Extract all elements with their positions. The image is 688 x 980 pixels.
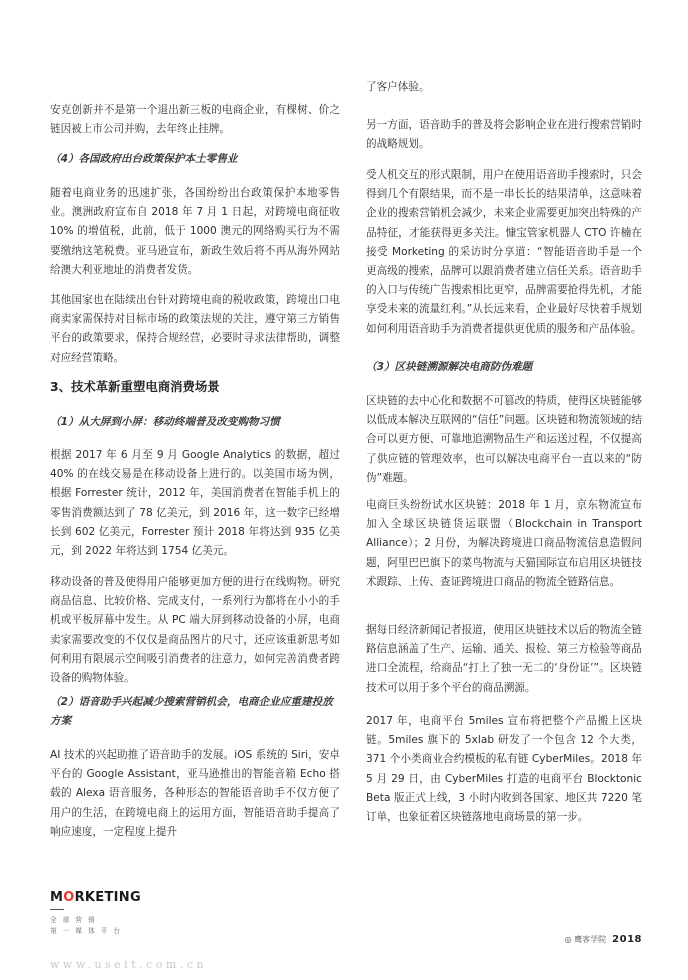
paragraph-ecommerce-giants-blockchain: 电商巨头纷纷试水区块链：2018 年 1 月，京东物流宣布加入全球区块链货运联盟（Blockchain in Transport Alliance）；2 月份，为解决跨境进口商品物流信息造假问题，阿里巴巴旗下的菜鸟物流与天猫国际宣布启用区块链技术跟踪、上传、查证跨境进口商品的物流全链路信息。 — [366, 499, 642, 588]
subheading-blockchain-traceability: （3）区块链溯源解决电商防伪难题 — [366, 361, 533, 373]
paragraph-mobile-stats: 根据 2017 年 6 月至 9 月 Google Analytics 的数据，超过 40% 的在线交易是在移动设备上进行的。以美国市场为例，根据 Forrester 统计，2012 年，美国消费者在智能手机上的零售消费额达到了 78 亿美元，到 2016 年，这一数字已经增长到 602 亿美元，Forrester 预计 2018 年将达到 935 亿美元，到 2022 年将达到 1754 亿美元。 — [50, 449, 340, 558]
slogan-line-2: 第 一 媒 体 平 台 — [50, 927, 123, 935]
paragraph-ai-voice: AI 技术的兴起助推了语音助手的发展。iOS 系统的 Siri，安卓平台的 Google Assistant，亚马逊推出的智能音箱 Echo 搭载的 Alexa 语音服务，各种形态的智能语音助手不仅方便了用户的生活，在跨境电商上的运用方面，智能语音助手提高了响应速度，一定程度上提升 — [50, 749, 340, 838]
page-number: 2018 — [612, 934, 642, 945]
subheading-voice-assistants: （2）语音助手兴起减少搜索营销机会，电商企业应重建投放方案 — [50, 696, 333, 727]
paragraph-australia-tax: 随着电商业务的迅速扩张，各国纷纷出台政策保护本地零售业。澳洲政府宣布自 2018 年 7 月 1 日起，对跨境电商征收 10% 的增值税，此前，低于 1000 澳元的网络购买行为不需要缴纳这笔税费。亚马逊宣布，新政生效后将不再从海外网站给澳大利亚地址的消费者发货。 — [50, 187, 340, 276]
paragraph-mobile-shopping: 移动设备的普及使得用户能够更加方便的进行在线购物。研究商品信息、比较价格、完成支付，一系列行为都将在小小的手机或平板屏幕中发生。从 PC 端大屏到移动设备的小屏，电商卖家需要改变的不仅仅是商品图片的尺寸，还应该重新思考如何利用有限展示空间吸引消费者的注意力，如何完善消费者跨设备的购物体验。 — [50, 576, 340, 685]
logo-divider — [50, 909, 64, 910]
paragraph-5miles-blockchain: 2017 年，电商平台 5miles 宣布将把整个产品搬上区块链。5miles 旗下的 5xlab 研发了一个包含 12 个大类，371 个小类商业合约模板的私有链 CyberMiles。2018 年 5 月 29 日，由 CyberMiles 打造的电商平台 Blocktonic Beta 版正式上线，3 小时内收到各国家、地区共 7220 笔订单，也象征着区块链落地电商场景的第一步。 — [366, 715, 642, 824]
slogan-line-1: 全 球 营 销 — [50, 916, 97, 924]
paragraph-other-countries-tax: 其他国家也在陆续出台针对跨境电商的税收政策，跨境出口电商卖家需保持对目标市场的政策法规的关注，遵守第三方销售平台的政策要求，保持合规经营，必要时寻求法律帮助，调整对应经营策略。 — [50, 294, 340, 364]
paragraph-voice-search-limits: 受人机交互的形式限制，用户在使用语音助手搜索时，只会得到几个有限结果，而不是一串长长的结果清单，这意味着企业的搜索营销机会减少，未来企业需要更加突出特殊的产品特征，才能获得更多关注。慷宝管家机器人 CTO 许楠在接受 Morketing 的采访时分享道：“智能语音助手是一个更高级的搜索，品牌可以跟消费者建立信任关系。语音助手的入口与传统广告搜索相比更窄，品牌需要抢得先机，才能享受未来的流量红利。”从长远来看，企业最好尽快着手规划如何利用语音助手为消费者提供更优质的服务和产品体验。 — [366, 169, 642, 335]
subheading-govt-protection: （4）各国政府出台政策保护本土零售业 — [50, 153, 238, 165]
watermark-text: www.useit.com.cn — [50, 958, 208, 971]
section-heading-tech-innovation: 3、技术革新重塑电商消费场景 — [50, 379, 220, 394]
page-info — [565, 934, 642, 945]
footer-brand — [50, 890, 141, 937]
morketing-logo: MORKETING — [50, 890, 141, 905]
source-label: ◎ 鹰客学院 — [564, 935, 607, 944]
subheading-mobile-screens: （1）从大屏到小屏：移动终端普及改变购物习惯 — [50, 416, 280, 428]
paragraph-customer-experience: 了客户体验。 — [366, 81, 430, 93]
paragraph-anker-delisting: 安克创新并不是第一个退出新三板的电商企业，有棵树、价之链因被上市公司并购，去年终止挂牌。 — [50, 104, 340, 136]
paragraph-logistics-chain-info: 据每日经济新闻记者报道，使用区块链技术以后的物流全链路信息涵盖了生产、运输、通关、报检、第三方检验等商品进口全流程，给商品“打上了独一无二的‘身份证’”。区块链技术可以用于多个平台的商品溯源。 — [366, 624, 642, 694]
paragraph-blockchain-trust: 区块链的去中心化和数据不可篡改的特质，使得区块链能够以低成本解决互联网的“信任”问题。区块链和物流领域的结合可以更方便、可靠地追溯物品生产和运送过程，不仅提高了供应链的管理效率，也可以解决电商平台一直以来的“防伪”难题。 — [366, 395, 642, 484]
paragraph-search-marketing: 另一方面，语音助手的普及将会影响企业在进行搜索营销时的战略规划。 — [366, 119, 642, 151]
